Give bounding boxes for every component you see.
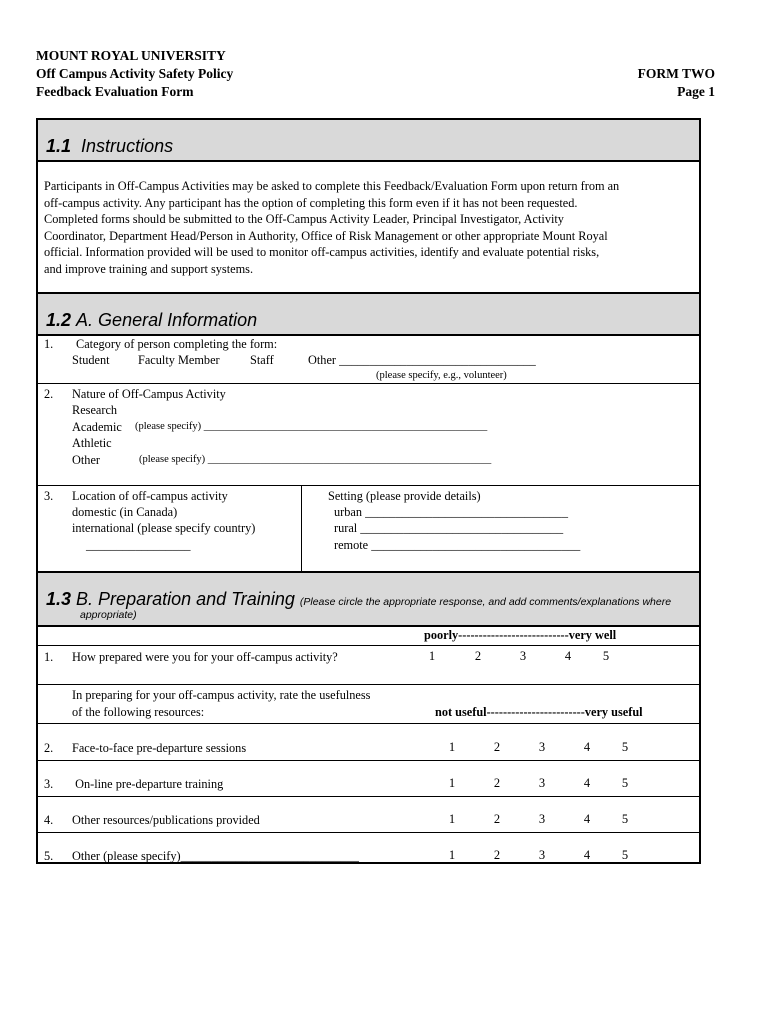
rating-4[interactable]: 4 <box>583 812 591 826</box>
divider <box>38 645 699 646</box>
option-domestic[interactable]: domestic (in Canada) <box>72 505 178 519</box>
rating-1[interactable]: 1 <box>428 649 436 663</box>
row-label-other-specify[interactable]: Other (please specify)_____________________________ <box>72 849 359 863</box>
setting-label: Setting (please provide details) <box>328 489 481 503</box>
option-faculty-member[interactable]: Faculty Member <box>138 353 220 367</box>
country-field[interactable]: _________________ <box>86 538 191 552</box>
row-number: 2. <box>44 741 54 755</box>
q1-label: Category of person completing the form: <box>76 337 278 351</box>
rating-3[interactable]: 3 <box>538 776 546 790</box>
rating-1[interactable]: 1 <box>448 848 456 862</box>
q2-label: Nature of Off-Campus Activity <box>72 387 226 401</box>
section-number: 1.2 <box>46 310 72 330</box>
instructions-line: official. Information provided will be used to monitor off-campus activities, identify and evaluate potential risks, <box>44 245 600 259</box>
rural-field[interactable]: rural _________________________________ <box>334 521 564 535</box>
row-label: Face-to-face pre-departure sessions <box>72 741 247 755</box>
form-frame <box>36 118 701 864</box>
section-note: (Please circle the appropriate response, and add comments/explanations where <box>299 596 672 608</box>
rating-2[interactable]: 2 <box>493 776 501 790</box>
rating-3[interactable]: 3 <box>538 848 546 862</box>
q2-number: 2. <box>44 387 54 401</box>
rating-5[interactable]: 5 <box>621 776 629 790</box>
instructions-line: and improve training and support systems. <box>44 261 254 276</box>
rating-1[interactable]: 1 <box>448 776 456 790</box>
section-preparation-header <box>38 571 699 627</box>
section-title <box>46 136 173 157</box>
rating-1[interactable]: 1 <box>448 740 456 754</box>
rating-4[interactable]: 4 <box>583 776 591 790</box>
instructions-line: Participants in Off-Campus Activities may be asked to complete this Feedback/Evaluation Form upon return from an <box>44 179 620 193</box>
section-instructions-header <box>38 120 699 162</box>
section-number: 1.3 <box>46 589 72 609</box>
rating-4[interactable]: 4 <box>564 649 572 663</box>
divider <box>38 684 699 685</box>
remote-field[interactable]: remote __________________________________ <box>334 538 581 552</box>
row-number: 3. <box>44 777 54 791</box>
instructions-line: off-campus activity. Any participant has the option of completing this form even if it has not been requested. <box>44 195 578 210</box>
q3-label: Location of off-campus activity <box>72 489 228 503</box>
section-title <box>46 589 671 610</box>
divider <box>38 485 699 486</box>
option-international[interactable]: international (please specify country) <box>72 521 256 535</box>
resources-intro: In preparing for your off-campus activity, rate the usefulness <box>72 688 371 702</box>
rating-3[interactable]: 3 <box>538 812 546 826</box>
policy-title: Off Campus Activity Safety Policy <box>36 66 234 81</box>
rating-4[interactable]: 4 <box>583 740 591 754</box>
academic-specify-field[interactable]: (please specify) ______________________________________________________ <box>135 421 488 432</box>
rating-3[interactable]: 3 <box>538 740 546 754</box>
section-title <box>46 310 257 331</box>
other-specify-field[interactable]: (please specify) ______________________________________________________ <box>139 454 492 465</box>
instructions-text <box>44 178 694 277</box>
p1-number: 1. <box>44 650 54 664</box>
university-name: MOUNT ROYAL UNIVERSITY <box>36 48 226 63</box>
option-athletic[interactable]: Athletic <box>72 436 112 450</box>
divider <box>38 383 699 384</box>
rating-5[interactable]: 5 <box>621 848 629 862</box>
row-number: 4. <box>44 813 54 827</box>
option-staff[interactable]: Staff <box>250 353 274 367</box>
divider <box>38 832 699 833</box>
section-title-text: A. General Information <box>76 310 258 330</box>
rating-2[interactable]: 2 <box>493 848 501 862</box>
option-other-field[interactable]: Other ________________________________ <box>308 353 536 367</box>
section-title-text: B. Preparation and Training <box>76 589 295 609</box>
scale-poorly-very-well: poorly---------------------------very well <box>424 628 617 642</box>
section-number: 1.1 <box>46 136 72 156</box>
p1-question: How prepared were you for your off-campus activity? <box>72 650 338 664</box>
section-general-header <box>38 292 699 336</box>
rating-5[interactable]: 5 <box>602 649 610 663</box>
row-number: 5. <box>44 849 54 863</box>
rating-5[interactable]: 5 <box>621 740 629 754</box>
rating-4[interactable]: 4 <box>583 848 591 862</box>
rating-5[interactable]: 5 <box>621 812 629 826</box>
urban-field[interactable]: urban _________________________________ <box>334 505 568 519</box>
resources-intro-cont: of the following resources: <box>72 705 205 719</box>
form-title: Feedback Evaluation Form <box>36 84 194 99</box>
q3-number: 3. <box>44 489 54 503</box>
rating-1[interactable]: 1 <box>448 812 456 826</box>
divider <box>38 796 699 797</box>
option-academic[interactable]: Academic <box>72 420 122 434</box>
instructions-line: Coordinator, Department Head/Person in Authority, Office of Risk Management or other appropriate Mount Royal <box>44 228 608 243</box>
option-student[interactable]: Student <box>72 353 110 367</box>
rating-2[interactable]: 2 <box>474 649 482 663</box>
divider <box>38 723 699 724</box>
rating-2[interactable]: 2 <box>493 812 501 826</box>
instructions-line: Completed forms should be submitted to the Off-Campus Activity Leader, Principal Investigator, Activity <box>44 212 564 226</box>
scale-not-useful-very-useful: not useful------------------------very useful <box>435 705 643 719</box>
row-label: On-line pre-departure training <box>72 777 224 791</box>
section-note-cont: appropriate) <box>80 609 137 621</box>
option-other[interactable]: Other <box>72 453 100 467</box>
row-label: Other resources/publications provided <box>72 813 260 827</box>
q1-number: 1. <box>44 337 54 351</box>
page-number: Page 1 <box>677 84 715 99</box>
rating-2[interactable]: 2 <box>493 740 501 754</box>
rating-3[interactable]: 3 <box>519 649 527 663</box>
column-divider <box>301 485 302 571</box>
option-research[interactable]: Research <box>72 403 118 417</box>
divider <box>38 760 699 761</box>
section-title-text: Instructions <box>81 136 174 156</box>
form-number: FORM TWO <box>637 66 715 81</box>
other-hint: (please specify, e.g., volunteer) <box>376 370 507 381</box>
